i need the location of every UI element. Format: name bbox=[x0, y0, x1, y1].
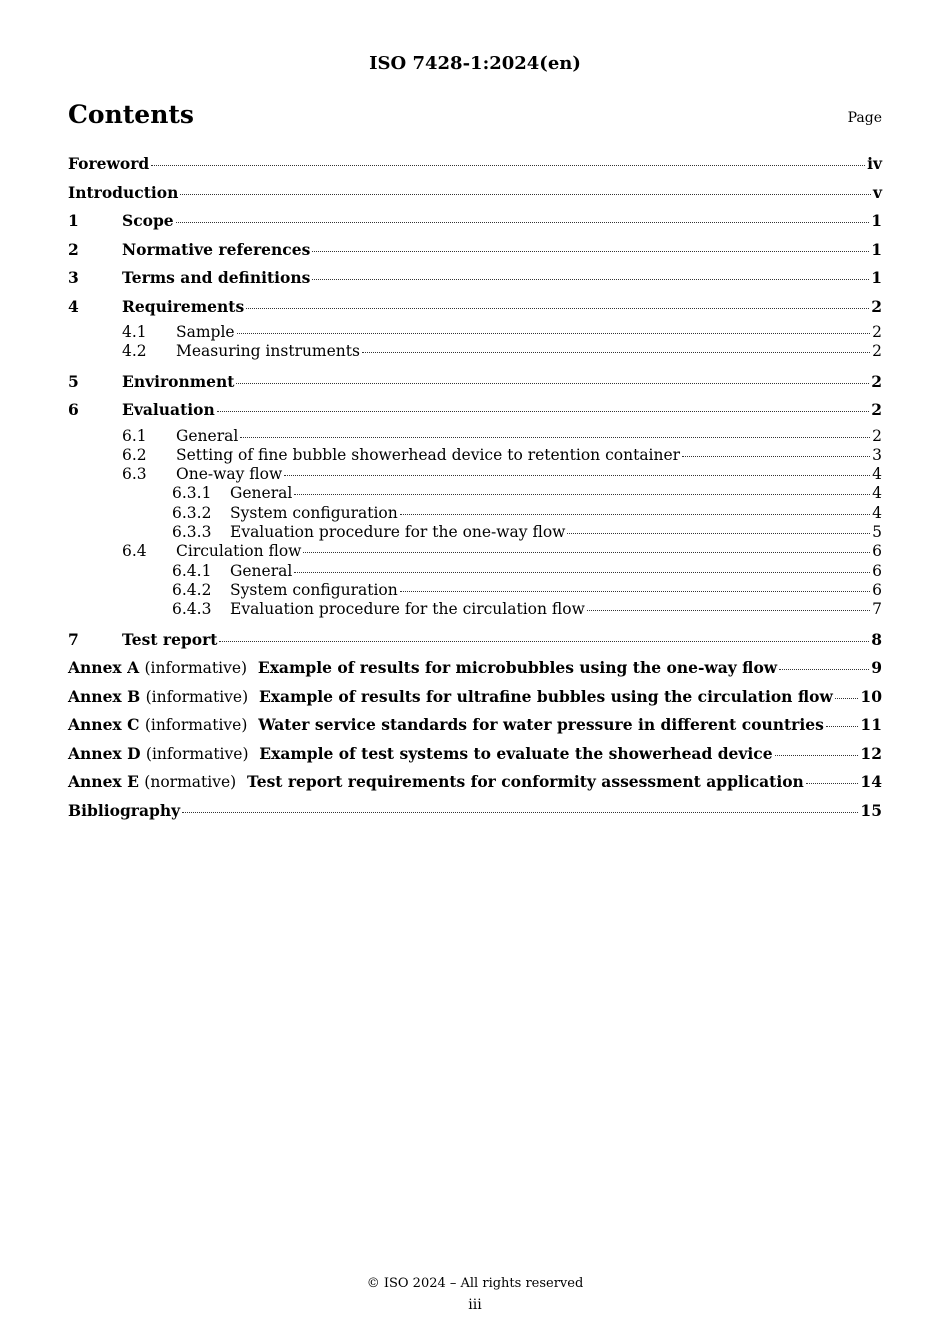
toc-entry-number: 6.4 bbox=[122, 542, 147, 561]
toc-entry-number: 6.2 bbox=[122, 445, 147, 464]
dot-leader bbox=[682, 454, 870, 457]
dot-leader bbox=[151, 163, 865, 166]
dot-leader bbox=[806, 781, 859, 784]
toc-entry[interactable] bbox=[68, 600, 882, 619]
toc-entry-title: Sample bbox=[176, 323, 235, 341]
annex-id: Annex A bbox=[68, 658, 140, 678]
toc-page-number: 1 bbox=[871, 268, 882, 287]
toc-entry-number: 4.1 bbox=[122, 323, 147, 341]
toc-page-number: 15 bbox=[860, 800, 882, 820]
annex-id: Annex D bbox=[68, 743, 141, 763]
dot-leader bbox=[567, 531, 870, 534]
toc-entry-title: System configuration bbox=[230, 503, 398, 522]
annex-id: Annex E bbox=[68, 772, 139, 792]
page-number: iii bbox=[468, 1297, 482, 1313]
annex-title: Water service standards for water pressure in different countries bbox=[258, 715, 824, 735]
toc-entry-title: System configuration bbox=[230, 580, 398, 599]
toc-entry-title: Evaluation procedure for the circulation flow bbox=[230, 600, 585, 619]
toc-entry-title: Normative references bbox=[122, 239, 311, 259]
toc-page-number: 4 bbox=[872, 484, 882, 503]
toc-entry-number: 1 bbox=[68, 211, 79, 230]
toc-entry[interactable] bbox=[68, 484, 882, 503]
toc-entry-number: 6 bbox=[68, 400, 79, 420]
dot-leader bbox=[180, 192, 871, 195]
toc-entry-title: Requirements bbox=[122, 296, 245, 316]
toc-annex-title bbox=[68, 713, 824, 737]
toc-page-number: 8 bbox=[871, 629, 882, 649]
toc-entry[interactable] bbox=[68, 628, 882, 657]
toc-page-number: 2 bbox=[872, 426, 882, 445]
toc-page-number: 6 bbox=[872, 580, 882, 599]
toc-page-number: v bbox=[872, 182, 882, 202]
toc-entry-number: 7 bbox=[68, 629, 79, 649]
toc-page-number: 3 bbox=[872, 445, 882, 464]
annex-kind: (informative) bbox=[145, 744, 249, 763]
toc-entry-title: Measuring instruments bbox=[176, 342, 360, 361]
dot-leader bbox=[217, 409, 869, 412]
dot-leader bbox=[826, 724, 859, 727]
toc-entry-title: Evaluation procedure for the one-way flow bbox=[230, 523, 566, 542]
toc-page-number: 11 bbox=[860, 715, 882, 735]
toc-entry[interactable] bbox=[68, 504, 882, 523]
toc-entry-number: 6.3 bbox=[122, 465, 147, 484]
toc-page-number: 9 bbox=[871, 658, 882, 678]
toc-entry[interactable] bbox=[68, 152, 882, 181]
dot-leader bbox=[312, 249, 869, 252]
toc-entry-title: Evaluation bbox=[122, 400, 215, 420]
annex-kind: (normative) bbox=[144, 773, 237, 792]
toc-entry-title: Test report bbox=[122, 629, 218, 649]
toc-entry[interactable] bbox=[68, 323, 882, 342]
toc-entry-title: General bbox=[176, 426, 239, 445]
dot-leader bbox=[587, 608, 870, 611]
dot-leader bbox=[182, 810, 858, 813]
toc-entry-number: 6.3.1 bbox=[172, 484, 212, 503]
toc-page-number: 5 bbox=[872, 523, 882, 542]
toc-entry[interactable] bbox=[68, 523, 882, 542]
dot-leader bbox=[400, 589, 870, 592]
toc-entry-title: Scope bbox=[122, 211, 174, 230]
table-of-contents bbox=[68, 152, 882, 827]
toc-page-number: 14 bbox=[860, 772, 882, 792]
toc-entry[interactable] bbox=[68, 398, 882, 427]
toc-entry-number: 6.1 bbox=[122, 426, 147, 445]
toc-entry[interactable] bbox=[68, 799, 882, 828]
toc-entry[interactable] bbox=[68, 465, 882, 484]
toc-entry[interactable] bbox=[68, 370, 882, 399]
toc-entry-title: Setting of fine bubble showerhead device to retention container bbox=[176, 445, 681, 464]
toc-page-number: 4 bbox=[872, 503, 882, 522]
toc-entry-number: 6.3.2 bbox=[172, 503, 212, 522]
toc-entry-title: Environment bbox=[122, 371, 235, 391]
dot-leader bbox=[246, 306, 869, 309]
toc-entry-number: 2 bbox=[68, 239, 79, 259]
toc-annex-title bbox=[68, 685, 833, 709]
toc-entry[interactable] bbox=[68, 295, 882, 324]
toc-entry-title: Foreword bbox=[68, 154, 150, 173]
annex-title: Example of test systems to evaluate the showerhead device bbox=[259, 743, 773, 763]
toc-entry-title: General bbox=[230, 484, 293, 503]
dot-leader bbox=[284, 473, 870, 476]
toc-page-number: iv bbox=[867, 154, 882, 173]
toc-page-number: 4 bbox=[872, 465, 882, 484]
toc-page-number: 1 bbox=[871, 211, 882, 230]
toc-entry[interactable] bbox=[68, 427, 882, 446]
toc-page-number: 12 bbox=[860, 743, 882, 763]
toc-entry[interactable] bbox=[68, 446, 882, 465]
copyright-notice: © ISO 2024 – All rights reserved bbox=[366, 1276, 584, 1291]
toc-entry[interactable] bbox=[68, 713, 882, 742]
toc-annex-title bbox=[68, 770, 804, 794]
toc-entry-number: 4 bbox=[68, 296, 79, 316]
dot-leader bbox=[240, 435, 870, 438]
dot-leader bbox=[303, 550, 870, 553]
toc-entry-number: 6.4.3 bbox=[172, 600, 212, 619]
toc-page-number: 1 bbox=[871, 239, 882, 259]
toc-entry[interactable] bbox=[68, 656, 882, 685]
annex-kind: (informative) bbox=[144, 659, 248, 678]
toc-page-number: 2 bbox=[871, 371, 882, 391]
toc-annex-title bbox=[68, 656, 777, 680]
annex-id: Annex B bbox=[68, 686, 141, 706]
toc-entry[interactable] bbox=[68, 181, 882, 210]
toc-page-number: 2 bbox=[872, 342, 882, 361]
toc-annex-title bbox=[68, 742, 773, 766]
toc-entry-number: 6.4.1 bbox=[172, 561, 212, 580]
dot-leader bbox=[779, 667, 869, 670]
toc-entry-number: 6.4.2 bbox=[172, 580, 212, 599]
toc-entry-title: Introduction bbox=[68, 182, 179, 202]
toc-entry[interactable] bbox=[68, 209, 882, 238]
annex-title: Test report requirements for conformity assessment application bbox=[246, 772, 804, 792]
toc-entry-title: One-way flow bbox=[176, 465, 283, 484]
dot-leader bbox=[362, 350, 870, 353]
document-id: ISO 7428-1:2024(en) bbox=[369, 53, 581, 74]
toc-entry[interactable] bbox=[68, 342, 882, 361]
toc-entry-number: 4.2 bbox=[122, 342, 147, 361]
annex-title: Example of results for ultrafine bubbles using the circulation flow bbox=[258, 686, 833, 706]
dot-leader bbox=[219, 639, 869, 642]
toc-entry[interactable] bbox=[68, 542, 882, 561]
dot-leader bbox=[775, 753, 859, 756]
page-column-label: Page bbox=[847, 110, 882, 126]
toc-page-number: 6 bbox=[872, 542, 882, 561]
dot-leader bbox=[236, 381, 869, 384]
annex-id: Annex C bbox=[68, 715, 140, 735]
dot-leader bbox=[312, 277, 869, 280]
dot-leader bbox=[176, 220, 870, 223]
toc-page-number: 2 bbox=[872, 323, 882, 341]
toc-entry[interactable] bbox=[68, 562, 882, 581]
page-title: Contents bbox=[68, 100, 195, 129]
toc-entry-title: Bibliography bbox=[68, 800, 181, 820]
dot-leader bbox=[294, 492, 870, 495]
toc-page-number: 6 bbox=[872, 561, 882, 580]
dot-leader bbox=[400, 512, 870, 515]
dot-leader bbox=[835, 696, 859, 699]
toc-entry[interactable] bbox=[68, 581, 882, 600]
toc-entry[interactable] bbox=[68, 742, 882, 771]
toc-page-number: 10 bbox=[860, 686, 882, 706]
annex-kind: (informative) bbox=[145, 687, 249, 706]
toc-entry-number: 5 bbox=[68, 371, 79, 391]
toc-entry[interactable] bbox=[68, 770, 882, 799]
toc-entry[interactable] bbox=[68, 266, 882, 295]
toc-entry-number: 6.3.3 bbox=[172, 523, 212, 542]
annex-kind: (informative) bbox=[144, 716, 248, 735]
toc-entry-title: Circulation flow bbox=[176, 542, 302, 561]
toc-entry-title: Terms and definitions bbox=[122, 268, 311, 287]
toc-page-number: 2 bbox=[871, 400, 882, 420]
toc-entry[interactable] bbox=[68, 685, 882, 714]
toc-entry-number: 3 bbox=[68, 268, 79, 287]
toc-entry[interactable] bbox=[68, 238, 882, 267]
toc-page-number: 7 bbox=[872, 600, 882, 619]
dot-leader bbox=[294, 570, 870, 573]
toc-page-number: 2 bbox=[871, 296, 882, 316]
toc-entry-title: General bbox=[230, 561, 293, 580]
annex-title: Example of results for microbubbles using the one-way flow bbox=[257, 658, 778, 678]
dot-leader bbox=[237, 331, 871, 334]
